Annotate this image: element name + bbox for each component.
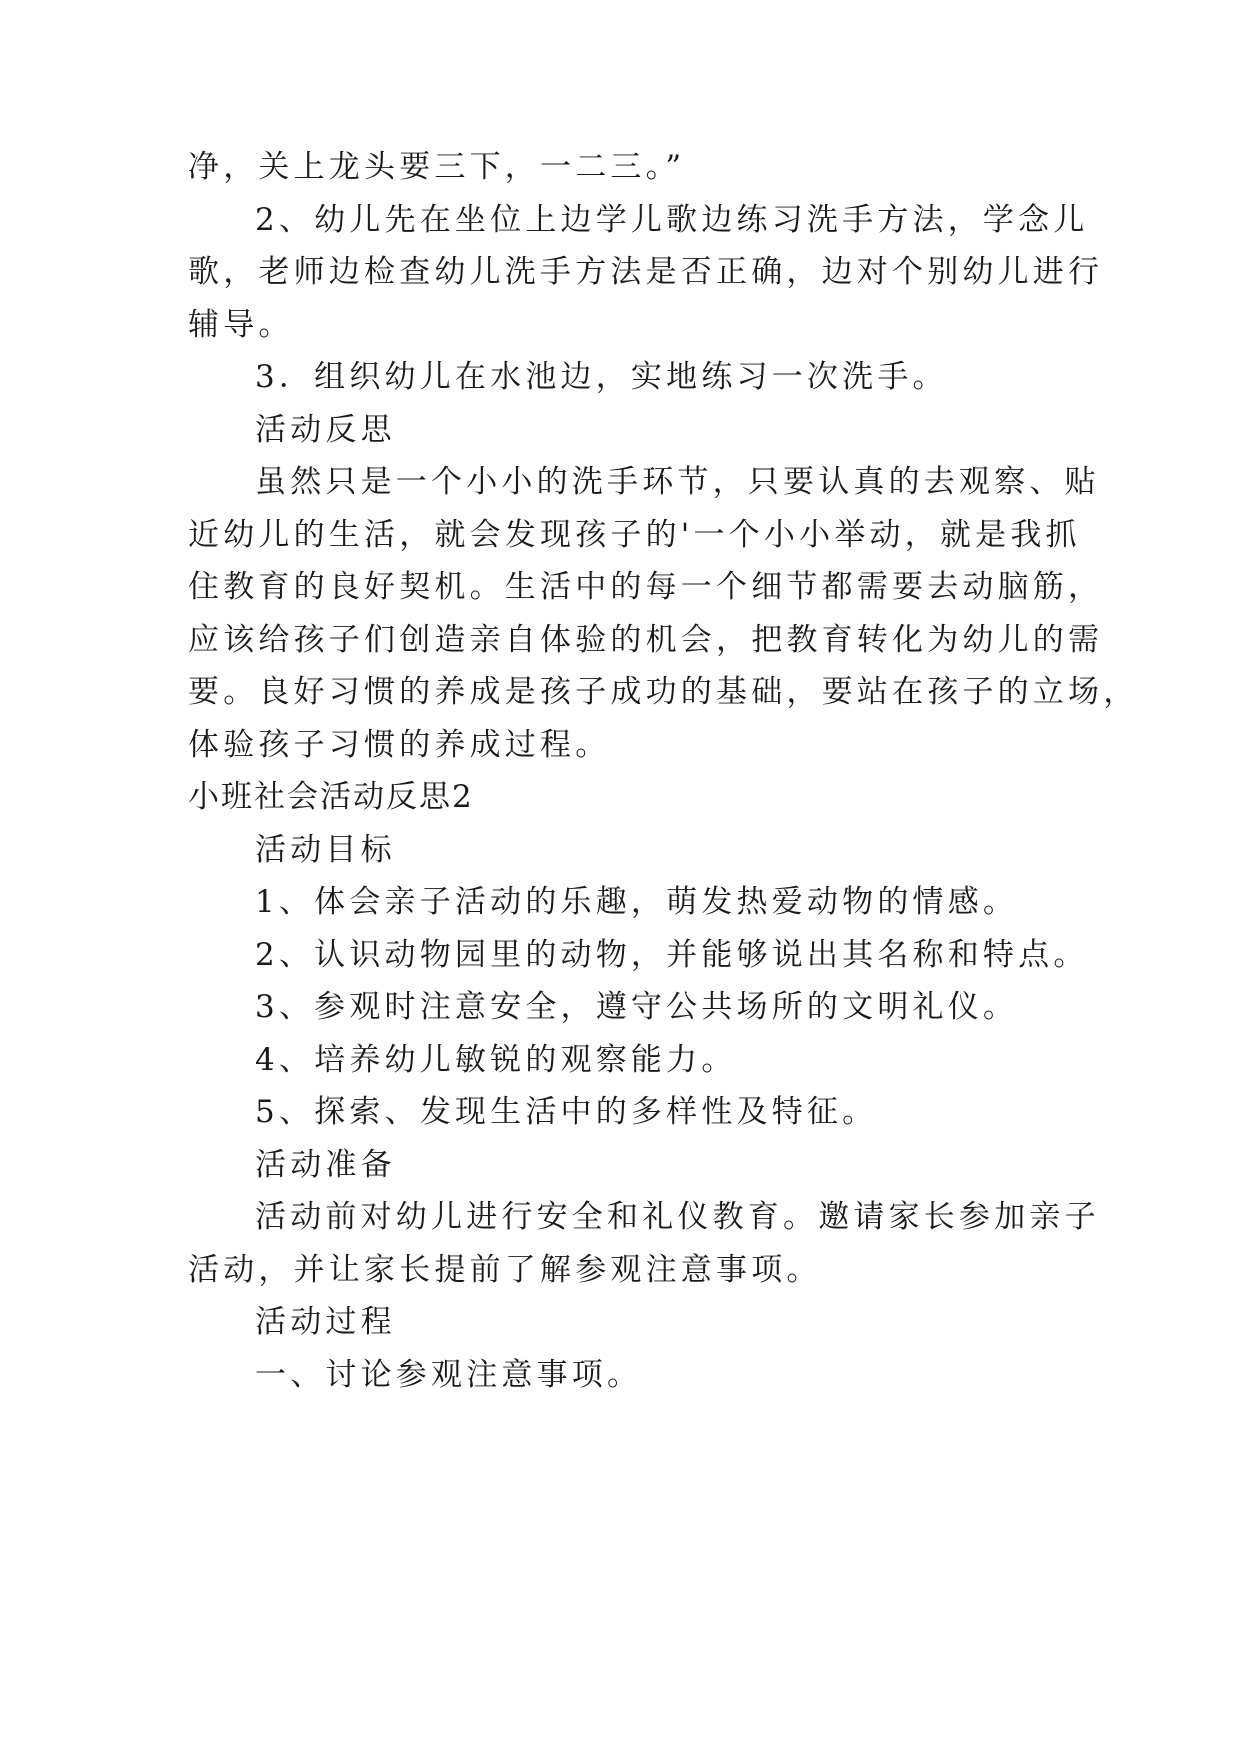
paragraph-line: 辅导。 <box>188 307 294 343</box>
paragraph-line: 住教育的良好契机。生活中的每一个细节都需要去动脑筋， <box>188 569 1104 605</box>
paragraph-line: 近幼儿的生活，就会发现孩子的'一个小小举动，就是我抓 <box>188 517 1081 553</box>
section-heading: 活动反思 <box>255 412 396 448</box>
paragraph-line: 净，关上龙头要三下，一二三。” <box>188 149 686 185</box>
section-heading: 活动过程 <box>255 1304 396 1340</box>
list-item: 5、探索、发现生活中的多样性及特征。 <box>255 1094 878 1130</box>
paragraph-line: 体验孩子习惯的养成过程。 <box>188 727 611 763</box>
paragraph-line: 虽然只是一个小小的洗手环节，只要认真的去观察、贴 <box>255 464 1100 500</box>
list-item: 4、培养幼儿敏锐的观察能力。 <box>255 1042 737 1078</box>
paragraph-line: 歌，老师边检查幼儿洗手方法是否正确，边对个别幼儿进行 <box>188 254 1104 290</box>
paragraph-line: 2、幼儿先在坐位上边学儿歌边练习洗手方法，学念儿 <box>255 202 1089 238</box>
paragraph-line: 活动前对幼儿进行安全和礼仪教育。邀请家长参加亲子 <box>255 1199 1100 1235</box>
paragraph-line: 3．组织幼儿在水池边，实地练习一次洗手。 <box>255 359 948 395</box>
section-heading: 活动目标 <box>255 832 396 868</box>
section-heading: 活动准备 <box>255 1147 396 1183</box>
list-item: 1、体会亲子活动的乐趣，萌发热爱动物的情感。 <box>255 884 1019 920</box>
paragraph-line: 一、讨论参观注意事项。 <box>255 1357 643 1393</box>
list-item: 3、参观时注意安全，遵守公共场所的文明礼仪。 <box>255 989 1019 1025</box>
article-title: 小班社会活动反思2 <box>188 779 474 815</box>
paragraph-line: 要。良好习惯的养成是孩子成功的基础，要站在孩子的立场， <box>188 674 1139 710</box>
list-item: 2、认识动物园里的动物，并能够说出其名称和特点。 <box>255 937 1089 973</box>
paragraph-line: 活动，并让家长提前了解参观注意事项。 <box>188 1252 822 1288</box>
paragraph-line: 应该给孩子们创造亲自体验的机会，把教育转化为幼儿的需 <box>188 622 1104 658</box>
